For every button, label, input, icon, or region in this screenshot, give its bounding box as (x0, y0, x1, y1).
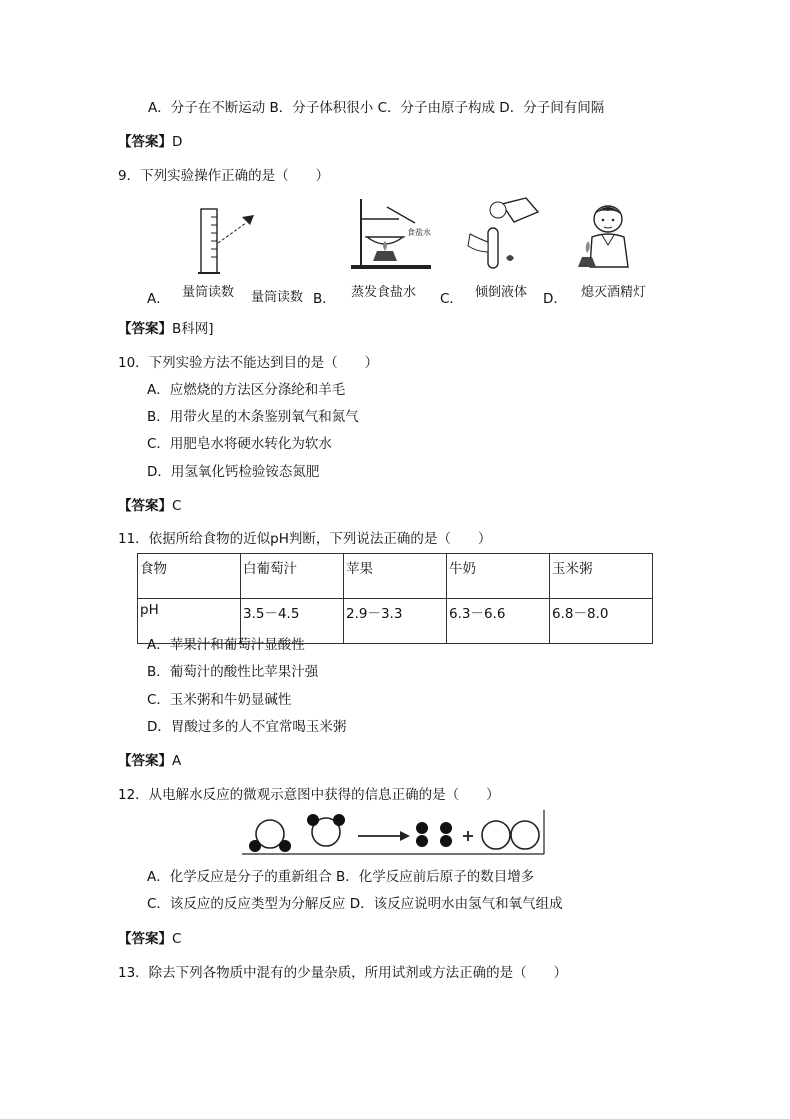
table-cell: 6.8－8.0 (550, 599, 653, 644)
answer-label: 【答案】 (118, 753, 172, 769)
q9-label-d: D． (543, 291, 567, 307)
q9-caption-c: 倾倒液体 (475, 285, 528, 300)
answer-label: 【答案】 (118, 321, 172, 337)
table-cell: 食物 (138, 554, 241, 599)
q11-answer (118, 749, 181, 769)
q10-answer (118, 494, 181, 514)
table-cell: 3.5－4.5 (241, 599, 344, 644)
q11-option-c: C．玉米粥和牛奶显碱性 (147, 692, 292, 708)
answer-value: D (172, 134, 183, 150)
q10-stem: 10．下列实验方法不能达到目的是（ ） (118, 355, 379, 371)
answer-value: C (172, 498, 182, 514)
q9-answer (118, 317, 214, 337)
q11-option-b: B．葡萄汁的酸性比苹果汁强 (147, 664, 319, 680)
q9-caption-a2: 量筒读数 (251, 290, 304, 305)
table-cell: 苹果 (344, 554, 447, 599)
q12-stem: 12．从电解水反应的微观示意图中获得的信息正确的是（ ） (118, 787, 500, 803)
q9-label-a: A． (147, 291, 170, 307)
q10-option-a: A．应燃烧的方法区分涤纶和羊毛 (147, 382, 346, 398)
table-cell: pH (138, 599, 241, 644)
answer-value: B科网] (172, 321, 214, 337)
q9-caption-b: 蒸发食盐水 (351, 285, 417, 300)
q12-options-ab: A．化学反应是分子的重新组合 B．化学反应前后原子的数目增多 (147, 869, 535, 885)
pouring-liquid-figure (462, 196, 544, 278)
q10-option-d: D．用氢氧化钙检验铵态氮肥 (147, 464, 320, 480)
q12-options-cd: C．该反应的反应类型为分解反应 D．该反应说明水由氢气和氧气组成 (147, 896, 563, 912)
table-cell: 玉米粥 (550, 554, 653, 599)
q9-label-b: B． (313, 291, 336, 307)
q11-option-d: D．胃酸过多的人不宜常喝玉米粥 (147, 719, 347, 735)
table-cell: 牛奶 (447, 554, 550, 599)
answer-value: C (172, 931, 182, 947)
answer-value: A (172, 753, 182, 769)
graduated-cylinder-figure (196, 205, 266, 277)
answer-label: 【答案】 (118, 134, 172, 150)
q13-stem: 13．除去下列各物质中混有的少量杂质，所用试剂或方法正确的是（ ） (118, 965, 568, 981)
answer-label: 【答案】 (118, 931, 172, 947)
table-cell: 2.9－3.3 (344, 599, 447, 644)
ph-table (137, 553, 653, 644)
evaporation-label: 食盐水 (407, 228, 431, 237)
electrolysis-diagram (242, 810, 546, 856)
q8-answer (118, 130, 182, 150)
ph-table-header-row (138, 554, 653, 599)
answer-label: 【答案】 (118, 498, 172, 514)
q11-stem: 11．依据所给食物的近似pH判断，下列说法正确的是（ ） (118, 531, 492, 547)
q10-option-c: C．用肥皂水将硬水转化为软水 (147, 436, 332, 452)
q9-caption-d: 熄灭酒精灯 (581, 285, 647, 300)
alcohol-lamp-figure (574, 201, 644, 279)
q8-options: A．分子在不断运动 B．分子体积很小 C．分子由原子构成 D．分子间有间隔 (148, 100, 605, 116)
q9-stem: 9．下列实验操作正确的是（ ） (118, 168, 330, 184)
q11-option-a: A．苹果汁和葡萄汁显酸性 (147, 637, 305, 653)
q10-option-b: B．用带火星的木条鉴别氧气和氮气 (147, 409, 359, 425)
q12-answer (118, 927, 181, 947)
q9-label-c: C． (440, 291, 463, 307)
table-cell: 白葡萄汁 (241, 554, 344, 599)
table-cell: 6.3－6.6 (447, 599, 550, 644)
evaporation-figure (347, 195, 437, 275)
q9-caption-a: 量筒读数 (182, 285, 235, 300)
